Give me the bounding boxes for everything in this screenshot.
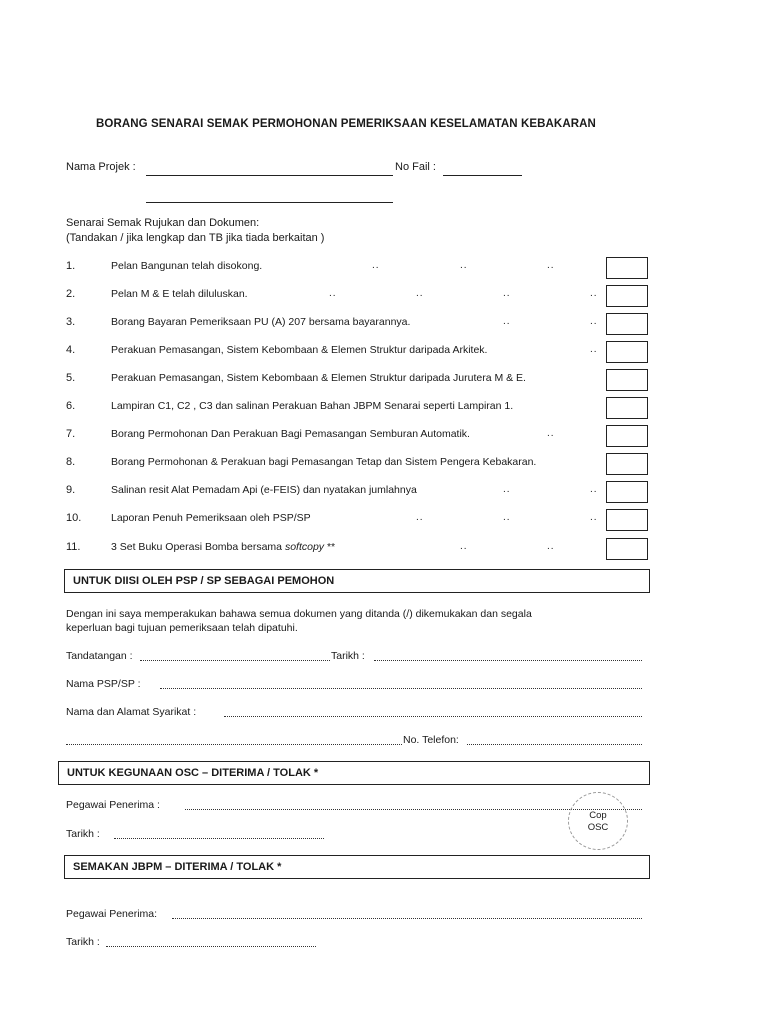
checkbox-item-8[interactable] [606,453,648,475]
leader-dots: .. [547,428,555,439]
leader-dots: .. [503,316,511,327]
item-number: 2. [66,288,76,300]
leader-dots: .. [503,288,511,299]
item-text: Perakuan Pemasangan, Sistem Kebombaan & Elemen Struktur daripada Jurutera M & E. [111,372,526,384]
declaration-line2: keperluan bagi tujuan pemeriksaan telah dipatuhi. [66,622,298,634]
alamat-label: Nama dan Alamat Syarikat : [66,706,197,718]
stamp-line2: OSC [587,822,609,833]
item-text: Salinan resit Alat Pemadam Api (e-FEIS) dan nyatakan jumlahnya [111,484,417,496]
tandatangan-label: Tandatangan : [66,650,133,662]
nama-projek-label: Nama Projek : [66,161,136,173]
jbpm-tarikh-label: Tarikh : [66,936,100,948]
item-number: 3. [66,316,76,328]
osc-tarikh-field[interactable] [114,838,324,839]
jbpm-pegawai-label: Pegawai Penerima: [66,908,158,920]
item-text: Perakuan Pemasangan, Sistem Kebombaan & Elemen Struktur daripada Arkitek. [111,344,488,356]
leader-dots: .. [590,512,598,523]
item-text-suffix: ** [324,541,336,553]
item-number: 5. [66,372,76,384]
section-osc-heading: UNTUK KEGUNAAN OSC – DITERIMA / TOLAK * [58,761,650,785]
cop-osc-stamp [568,792,628,850]
item-text-11 [111,541,335,553]
tandatangan-field[interactable] [140,660,330,661]
form-title: BORANG SENARAI SEMAK PERMOHONAN PEMERIKSAAN KESELAMATAN KEBAKARAN [96,118,596,130]
section-psp-heading: UNTUK DIISI OLEH PSP / SP SEBAGAI PEMOHON [64,569,650,593]
checkbox-item-5[interactable] [606,369,648,391]
checkbox-item-4[interactable] [606,341,648,363]
section-jbpm-heading: SEMAKAN JBPM – DITERIMA / TOLAK * [64,855,650,879]
item-number: 11. [66,541,81,553]
leader-dots: .. [503,512,511,523]
leader-dots: .. [503,484,511,495]
item-number: 6. [66,400,76,412]
nama-projek-field-line2[interactable] [146,202,393,203]
item-text: Borang Permohonan & Perakuan bagi Pemasangan Tetap dan Sistem Pengera Kebakaran. [111,456,537,468]
item-number: 8. [66,456,76,468]
leader-dots: .. [590,484,598,495]
item-text: 3 Set Buku Operasi Bomba bersama [111,541,283,553]
osc-pegawai-label: Pegawai Penerima : [66,799,160,811]
item-text: Lampiran C1, C2 , C3 dan salinan Perakuan Bahan JBPM Senarai seperti Lampiran 1. [111,400,514,412]
checkbox-item-3[interactable] [606,313,648,335]
checkbox-item-9[interactable] [606,481,648,503]
leader-dots: .. [547,260,555,271]
item-number: 10. [66,512,82,524]
leader-dots: .. [416,512,424,523]
checklist-heading: Senarai Semak Rujukan dan Dokumen: [66,217,260,229]
checkbox-item-7[interactable] [606,425,648,447]
checklist-instruction: (Tandakan / jika lengkap dan TB jika tiada berkaitan ) [66,232,325,244]
checkbox-item-11[interactable] [606,538,648,560]
item-text: Pelan M & E telah diluluskan. [111,288,248,300]
telefon-field[interactable] [467,744,642,745]
item-number: 4. [66,344,76,356]
tarikh-field[interactable] [374,660,642,661]
jbpm-tarikh-field[interactable] [106,946,316,947]
item-number: 7. [66,428,76,440]
leader-dots: .. [547,541,555,552]
declaration-line1: Dengan ini saya memperakukan bahawa semua dokumen yang ditanda (/) dikemukakan dan segala [66,608,532,620]
leader-dots: .. [590,344,598,355]
checkbox-item-6[interactable] [606,397,648,419]
leader-dots: .. [590,288,598,299]
no-fail-field[interactable] [443,175,522,176]
tarikh-label: Tarikh : [331,650,365,662]
leader-dots: .. [416,288,424,299]
leader-dots: .. [460,260,468,271]
stamp-line1: Cop [589,810,607,821]
item-text-italic: softcopy [284,541,325,553]
no-fail-label: No Fail : [395,161,436,173]
leader-dots: .. [372,260,380,271]
checkbox-item-2[interactable] [606,285,648,307]
osc-tarikh-label: Tarikh : [66,828,100,840]
item-text: Pelan Bangunan telah disokong. [111,260,263,272]
nama-psp-field[interactable] [160,688,642,689]
telefon-label: No. Telefon: [403,734,459,746]
checkbox-item-1[interactable] [606,257,648,279]
jbpm-pegawai-field[interactable] [172,918,642,919]
item-text: Borang Permohonan Dan Perakuan Bagi Pemasangan Semburan Automatik. [111,428,470,440]
item-text: Borang Bayaran Pemeriksaan PU (A) 207 bersama bayarannya. [111,316,411,328]
alamat-field[interactable] [224,716,642,717]
leader-dots: .. [590,316,598,327]
leader-dots: .. [329,288,337,299]
nama-psp-label: Nama PSP/SP : [66,678,141,690]
alamat-field-line2[interactable] [66,744,402,745]
leader-dots: .. [460,541,468,552]
item-text: Laporan Penuh Pemeriksaan oleh PSP/SP [111,512,311,524]
item-number: 9. [66,484,76,496]
item-number: 1. [66,260,76,272]
checkbox-item-10[interactable] [606,509,648,531]
nama-projek-field[interactable] [146,175,393,176]
